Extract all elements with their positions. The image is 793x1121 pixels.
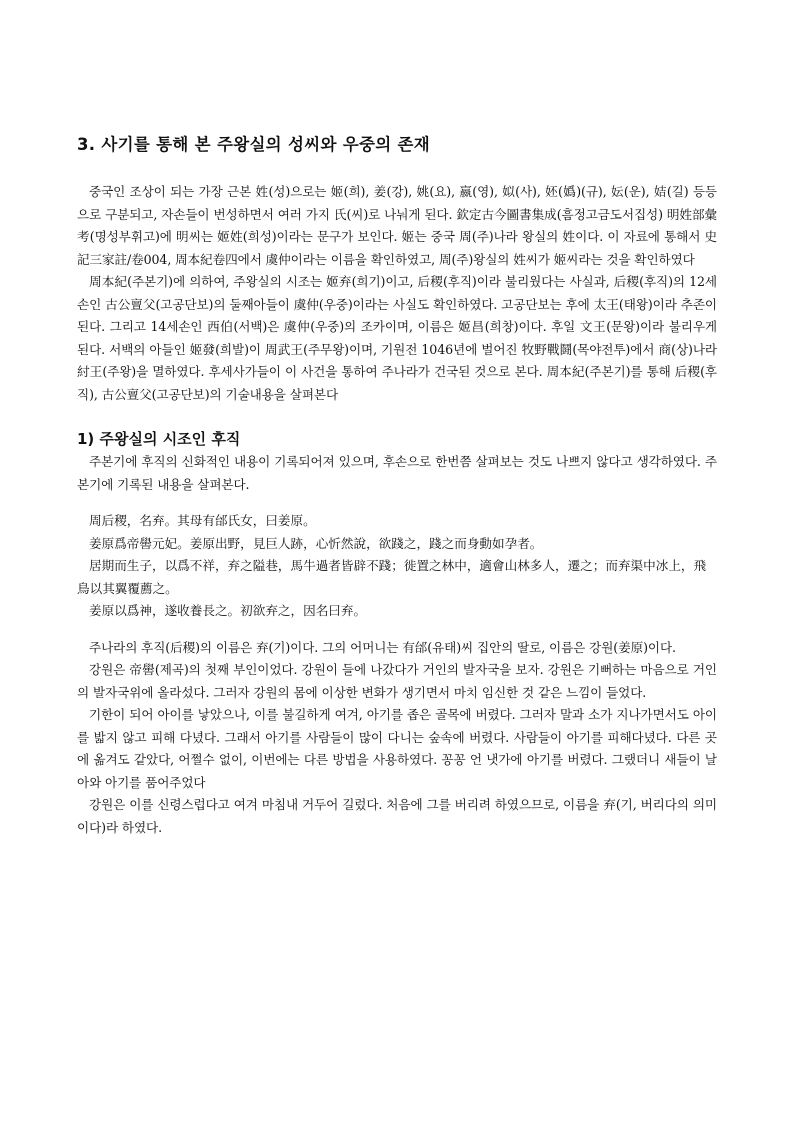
spacer <box>77 623 717 637</box>
translation-paragraph-1: 주나라의 후직(后稷)의 이름은 弃(기)이다. 그의 어머니는 有邰(유태)씨 집안의 딸로, 이름은 강원(姜原)이다. <box>89 639 676 655</box>
classical-quote-4: 姜原以爲神，遂收養長之。初欲弃之，因名曰弃。 <box>89 603 367 618</box>
document-page <box>77 131 717 839</box>
section-title: 3. 사기를 통해 본 주왕실의 성씨와 우중의 존재 <box>77 135 430 154</box>
translation-paragraph-3: 기한이 되어 아이를 낳았으나, 이를 불길하게 여겨, 아기를 좁은 골목에 버렸다. 그러자 말과 소가 지나가면서도 아이를 밟지 않고 피해 다녔다. 그래서 아기를 사람들이 많이 다니는 숲속에 버렸다. 사람들이 아기를 피해다녔다. 다른 곳에 옮겨도 같았다, 어쩔수 없이, 이번에는 다른 방법을 사용하였다. 꽁꽁 언 냇가에 아기를 버렸다. 그랬더니 새들이 날아와 아기를 품어주었다 <box>77 707 717 790</box>
subsection-intro: 주본기에 후직의 신화적인 내용이 기록되어져 있으며, 후손으로 한번쯤 살펴보는 것도 나쁘지 않다고 생각하였다. 주본기에 기록된 내용을 살펴본다. <box>77 454 717 492</box>
section-paragraph-1: 중국인 조상이 되는 가장 근본 姓(성)으로는 姬(희), 姜(강), 姚(요), 嬴(영), 姒(사), 㚰(嬀)(규), 妘(운), 姞(길) 등등으로 구분되고, 자손들이 번성하면서 여러 가지 氏(씨)로 나눠게 된다. 欽定古今圖書集成(흠정고금도서집성) 明姓部彙考(명성부휘고)에 明씨는 姬姓(희성)이라는 문구가 보인다. 姬는 중국 周(주)나라 왕실의 姓이다. 이 자료에 통해서 史記三家註/卷004, 周本紀卷四에서 虞仲이라는 이름을 확인하였고, 周(주)왕실의 姓씨가 姬씨라는 것을 확인하였다 <box>77 184 717 267</box>
subsection-title: 1) 주왕실의 시조인 후직 <box>77 430 241 448</box>
spacer <box>77 496 717 510</box>
spacer <box>77 406 717 428</box>
section-paragraph-2: 周本紀(주본기)에 의하여, 주왕실의 시조는 姬弃(희기)이고, 后稷(후직)이라 불리웠다는 사실과, 后稷(후직)의 12세손인 古公亶父(고공단보)의 둘째아들이 虞仲(우중)이라는 사실도 확인하였다. 고공단보는 후에 太王(태왕)이라 추존이 된다. 그리고 14세손인 西伯(서백)은 虞仲(우중)의 조카이며, 이름은 姬昌(희창)이다. 후일 文王(문왕)이라 불리우게 된다. 서백의 아들인 姬發(희발)이 周武王(주무왕)이며, 기원전 1046년에 벌어진 牧野戰鬪(목야전투)에서 商(상)나라 紂王(주왕)을 멸하였다. 후세사가들이 이 사건을 통하여 주나라가 건국된 것으로 본다. 周本紀(주본기)를 통해 后稷(후직), 古公亶父(고공단보)의 기술내용을 살펴본다 <box>77 274 717 402</box>
classical-quote-2: 姜原爲帝嚳元妃。姜原出野，見巨人跡，心忻然說，欲踐之，踐之而身動如孕者。 <box>89 535 543 551</box>
classical-quote-1: 周后稷，名弃。其母有邰氏女，曰姜原。 <box>89 513 316 528</box>
translation-paragraph-2: 강원은 帝嚳(제곡)의 첫째 부인이었다. 강원이 들에 나갔다가 거인의 발자국을 보자. 강원은 기뻐하는 마음으로 거인의 발자국위에 올라섰다. 그러자 강원의 몸에 이상한 변화가 생기면서 마치 임신한 것 같은 느낌이 들었다. <box>77 662 717 700</box>
classical-quote-3: 居期而生子，以爲不祥，弃之隘巷，馬牛過者皆辟不踐；徙置之林中，適會山林多人，遷之；而弃渠中冰上，飛鳥以其翼覆薦之。 <box>77 558 707 596</box>
translation-paragraph-4: 강원은 이를 신령스럽다고 여겨 마침내 거두어 길렀다. 처음에 그를 버리려 하였으므로, 이름을 弃(기, 버리다의 의미이다)라 하였다. <box>77 797 717 835</box>
